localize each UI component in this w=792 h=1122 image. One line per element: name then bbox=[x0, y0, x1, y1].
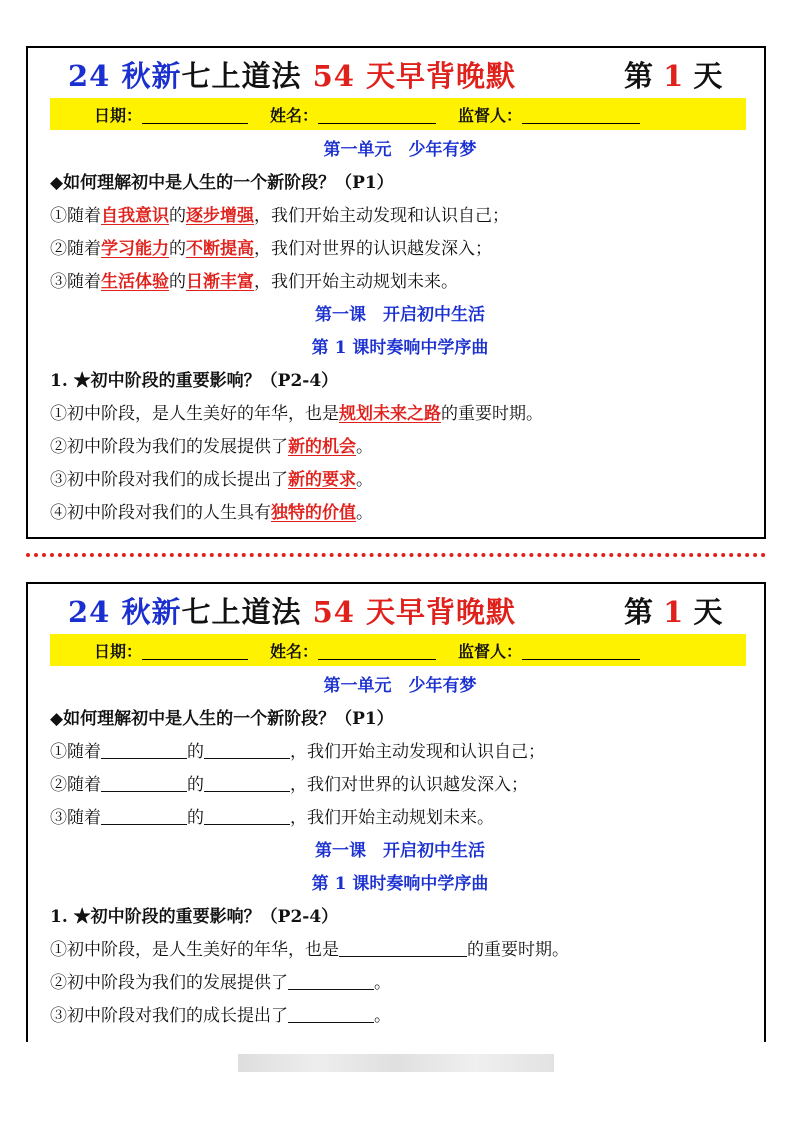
fill-blank[interactable] bbox=[101, 738, 187, 759]
list-item: ②初中阶段为我们的发展提供了 。 bbox=[50, 967, 750, 1000]
cut-line-divider bbox=[26, 553, 766, 557]
date-field: 日期： bbox=[94, 639, 248, 662]
list-item: ③初中阶段对我们的成长提出了新的要求。 bbox=[50, 470, 373, 490]
list-item: ①初中阶段，是人生美好的年华，也是规划未来之路的重要时期。 bbox=[50, 404, 543, 424]
blurred-watermark bbox=[238, 1054, 554, 1072]
date-field: 日期： bbox=[94, 103, 248, 126]
fill-blank[interactable] bbox=[204, 738, 290, 759]
page-title: 24 秋新七上道法 54 天早背晚默 bbox=[68, 595, 517, 629]
fill-blank[interactable] bbox=[339, 936, 467, 957]
list-item: ①初中阶段，是人生美好的年华，也是 的重要时期。 bbox=[50, 934, 750, 967]
list-item: ③随着生活体验的日渐丰富，我们开始主动规划未来。 bbox=[50, 272, 458, 292]
question-1: ◆如何理解初中是人生的一个新阶段？（P1） bbox=[50, 173, 394, 193]
list-item: ③随着 的 ，我们开始主动规划未来。 bbox=[50, 802, 750, 835]
list-item: ②随着学习能力的不断提高，我们对世界的认识越发深入； bbox=[50, 239, 492, 259]
title-row bbox=[28, 584, 764, 632]
question-2: 1. ★初中阶段的重要影响？（P2-4） bbox=[50, 907, 339, 927]
list-item: ②初中阶段为我们的发展提供了新的机会。 bbox=[50, 437, 373, 457]
list-item: ④初中阶段对我们的人生具有独特的价值。 bbox=[50, 503, 373, 523]
practice-sheet bbox=[26, 582, 766, 1042]
lesson-title: 第一课 开启初中生活 bbox=[315, 841, 485, 861]
question-1: ◆如何理解初中是人生的一个新阶段？（P1） bbox=[50, 709, 394, 729]
fill-blank[interactable] bbox=[101, 771, 187, 792]
info-bar bbox=[50, 98, 746, 130]
list-item: ①随着 的 ，我们开始主动发现和认识自己； bbox=[50, 736, 750, 769]
period-title: 第 1 课时奏响中学序曲 bbox=[311, 338, 489, 358]
question-2: 1. ★初中阶段的重要影响？（P2-4） bbox=[50, 371, 339, 391]
list-item: ②随着 的 ，我们对世界的认识越发深入； bbox=[50, 769, 750, 802]
fill-blank[interactable] bbox=[204, 771, 290, 792]
list-item: ①随着自我意识的逐步增强，我们开始主动发现和认识自己； bbox=[50, 206, 509, 226]
unit-title: 第一单元 少年有梦 bbox=[323, 140, 477, 160]
name-field: 姓名： bbox=[270, 103, 436, 126]
answer-content bbox=[50, 134, 750, 530]
supervisor-field: 监督人： bbox=[458, 639, 640, 662]
practice-content bbox=[50, 670, 750, 1033]
fill-blank[interactable] bbox=[288, 1002, 374, 1023]
fill-blank[interactable] bbox=[101, 804, 187, 825]
page-title: 24 秋新七上道法 54 天早背晚默 bbox=[68, 59, 517, 93]
answer-sheet bbox=[26, 46, 766, 539]
list-item: ③初中阶段对我们的成长提出了 。 bbox=[50, 1000, 750, 1033]
fill-blank[interactable] bbox=[204, 804, 290, 825]
unit-title: 第一单元 少年有梦 bbox=[323, 676, 477, 696]
supervisor-field: 监督人： bbox=[458, 103, 640, 126]
day-label: 第 1 天 bbox=[624, 59, 723, 93]
info-bar bbox=[50, 634, 746, 666]
period-title: 第 1 课时奏响中学序曲 bbox=[311, 874, 489, 894]
title-row bbox=[28, 48, 764, 96]
name-field: 姓名： bbox=[270, 639, 436, 662]
lesson-title: 第一课 开启初中生活 bbox=[315, 305, 485, 325]
day-label: 第 1 天 bbox=[624, 595, 723, 629]
fill-blank[interactable] bbox=[288, 969, 374, 990]
